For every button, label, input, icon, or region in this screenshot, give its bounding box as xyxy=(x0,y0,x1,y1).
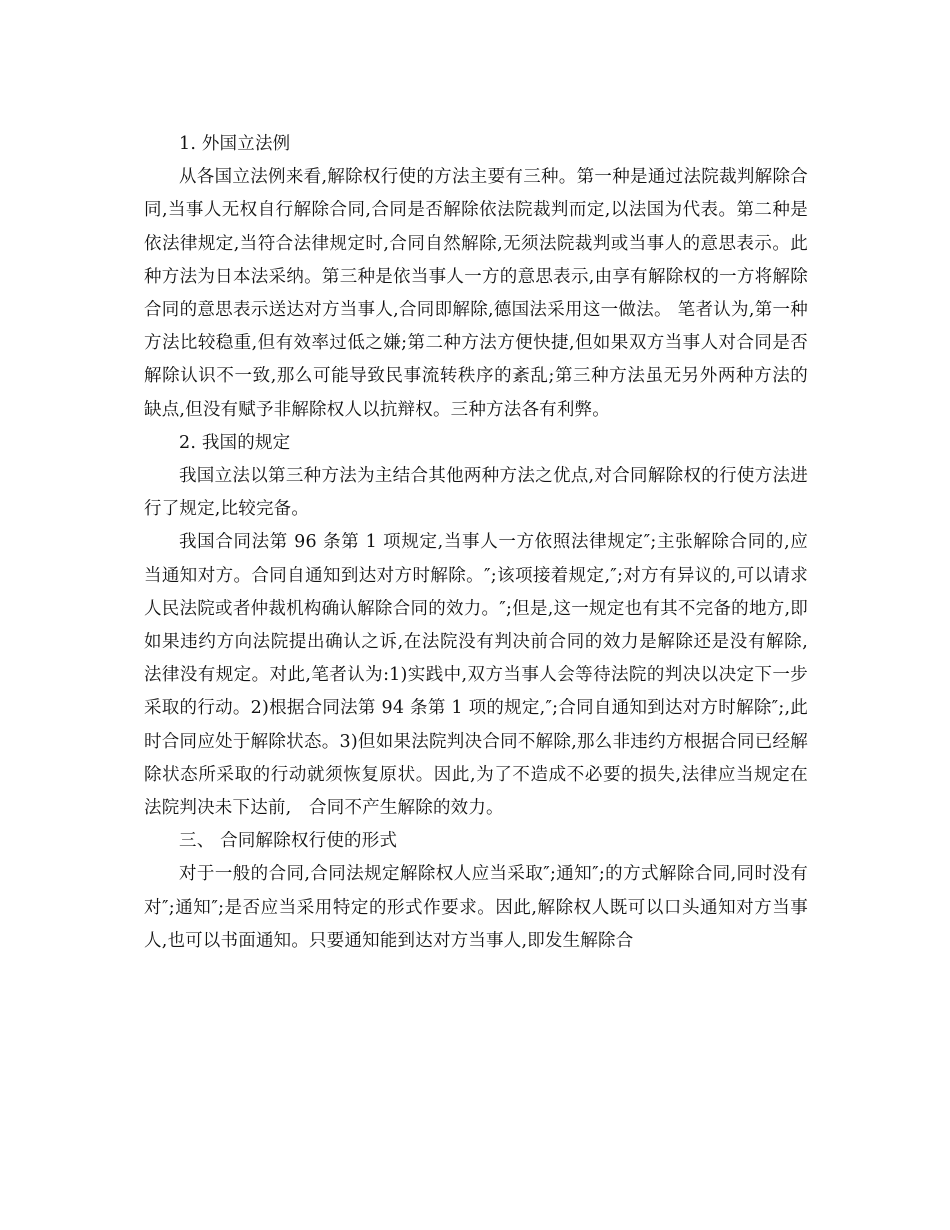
paragraph-foreign-methods: 从各国立法例来看,解除权行使的方法主要有三种。第一种是通过法院裁判解除合同,当事人无权自行解除合同,合同是否解除依法院裁判而定,以法国为代表。第二种是依法律规定,当符合法律规定时,合同自然解除,无须法院裁判或当事人的意思表示。此种方法为日本法采纳。第三种是依当事人一方的意思表示,由享有解除权的一方将解除合同的意思表示送达对方当事人,合同即解除,德国法采用这一做法。 笔者认为,第一种方法比较稳重,但有效率过低之嫌;第二种方法方便快捷,但如果双方当事人对合同是否解除认识不一致,那么可能导致民事流转秩序的紊乱;第三种方法虽无另外两种方法的缺点,但没有赋予非解除权人以抗辩权。三种方法各有利弊。 xyxy=(144,167,808,420)
paragraph-china-legislation: 我国立法以第三种方法为主结合其他两种方法之优点,对合同解除权的行使方法进行了规定,比较完备。 xyxy=(144,466,808,520)
document-body xyxy=(144,128,808,958)
section-heading-form-of-rescission: 三、 合同解除权行使的形式 xyxy=(179,831,398,852)
paragraph-article-96: 我国合同法第 96 条第 1 项规定,当事人一方依照法律规定″;主张解除合同的,应当通知对方。合同自通知到达对方时解除。″;该项接着规定,″;对方有异议的,可以请求人民法院或者仲裁机构确认解除合同的效力。″;但是,这一规定也有其不完备的地方,即如果违约方向法院提出确认之诉,在法院没有判决前合同的效力是解除还是没有解除,法律没有规定。对此,笔者认为:1)实践中,双方当事人会等待法院的判决以决定下一步采取的行动。2)根据合同法第 94 条第 1 项的规定,″;合同自通知到达对方时解除″;,此时合同应处于解除状态。3)但如果法院判决合同不解除,那么非违约方根据合同已经解除状态所采取的行动就须恢复原状。因此,为了不造成不必要的损失,法律应当规定在法院判决未下达前, 合同不产生解除的效力。 xyxy=(144,532,808,819)
section-heading-china-rules: 2. 我国的规定 xyxy=(179,432,291,453)
section-heading-foreign-legislation: 1. 外国立法例 xyxy=(179,134,291,154)
paragraph-notice-form: 对于一般的合同,合同法规定解除权人应当采取″;通知″;的方式解除合同,同时没有对″;通知″;是否应当采用特定的形式作要求。因此,解除权人既可以口头通知对方当事人,也可以书面通知。只要通知能到达对方当事人,即发生解除合 xyxy=(144,864,808,951)
